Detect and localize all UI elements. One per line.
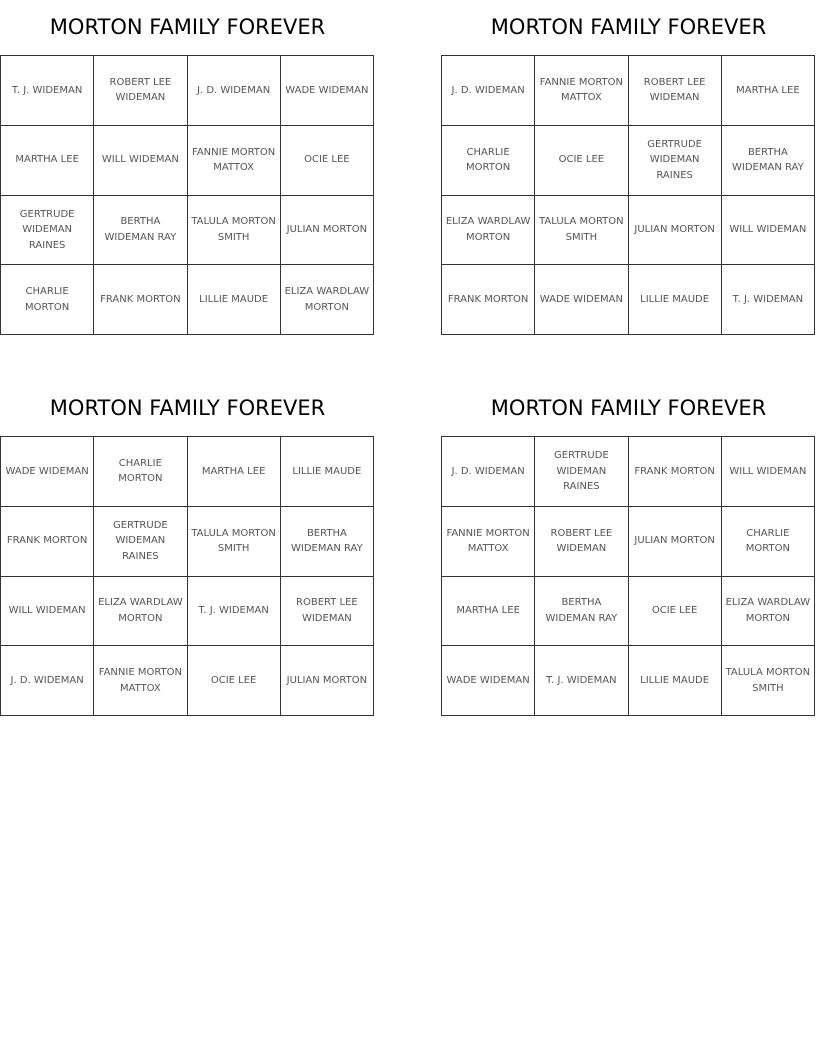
grid-cell: WADE WIDEMAN (1, 437, 94, 507)
card-title: MORTON FAMILY FOREVER (490, 396, 767, 420)
grid-cell: WILL WIDEMAN (94, 126, 187, 196)
grid-cell: GERTRUDE WIDEMAN RAINES (1, 196, 94, 266)
grid-cell: WADE WIDEMAN (535, 265, 628, 335)
grid-cell: FRANK MORTON (94, 265, 187, 335)
grid-cell: T. J. WIDEMAN (1, 56, 94, 126)
grid-cell: TALULA MORTON SMITH (188, 507, 281, 577)
grid-cell: GERTRUDE WIDEMAN RAINES (94, 507, 187, 577)
grid-cell: OCIE LEE (629, 577, 722, 647)
bingo-grid (0, 436, 374, 716)
grid-cell: LILLIE MAUDE (188, 265, 281, 335)
grid-cell: TALULA MORTON SMITH (188, 196, 281, 266)
grid-cell: JULIAN MORTON (629, 196, 722, 266)
grid-cell: BERTHA WIDEMAN RAY (281, 507, 374, 577)
grid-cell: T. J. WIDEMAN (188, 577, 281, 647)
bingo-grid (441, 436, 815, 716)
grid-cell: T. J. WIDEMAN (722, 265, 815, 335)
grid-cell: WILL WIDEMAN (722, 437, 815, 507)
card-title: MORTON FAMILY FOREVER (49, 15, 326, 39)
grid-cell: TALULA MORTON SMITH (535, 196, 628, 266)
grid-cell: BERTHA WIDEMAN RAY (94, 196, 187, 266)
grid-cell: ELIZA WARDLAW MORTON (722, 577, 815, 647)
grid-cell: J. D. WIDEMAN (442, 437, 535, 507)
grid-cell: BERTHA WIDEMAN RAY (722, 126, 815, 196)
grid-cell: FRANK MORTON (442, 265, 535, 335)
grid-cell: WADE WIDEMAN (281, 56, 374, 126)
grid-cell: ELIZA WARDLAW MORTON (281, 265, 374, 335)
grid-cell: GERTRUDE WIDEMAN RAINES (535, 437, 628, 507)
grid-cell: BERTHA WIDEMAN RAY (535, 577, 628, 647)
grid-cell: CHARLIE MORTON (442, 126, 535, 196)
grid-cell: ELIZA WARDLAW MORTON (442, 196, 535, 266)
grid-cell: CHARLIE MORTON (722, 507, 815, 577)
grid-cell: OCIE LEE (281, 126, 374, 196)
grid-cell: T. J. WIDEMAN (535, 646, 628, 716)
grid-cell: MARTHA LEE (1, 126, 94, 196)
card-title: MORTON FAMILY FOREVER (490, 15, 767, 39)
bingo-grid (441, 55, 815, 335)
grid-cell: WILL WIDEMAN (722, 196, 815, 266)
grid-cell: J. D. WIDEMAN (188, 56, 281, 126)
grid-cell: ROBERT LEE WIDEMAN (629, 56, 722, 126)
bingo-grid (0, 55, 374, 335)
grid-cell: ROBERT LEE WIDEMAN (535, 507, 628, 577)
grid-cell: OCIE LEE (535, 126, 628, 196)
grid-cell: OCIE LEE (188, 646, 281, 716)
grid-cell: TALULA MORTON SMITH (722, 646, 815, 716)
grid-cell: MARTHA LEE (188, 437, 281, 507)
grid-cell: CHARLIE MORTON (1, 265, 94, 335)
grid-cell: LILLIE MAUDE (629, 646, 722, 716)
grid-cell: WADE WIDEMAN (442, 646, 535, 716)
grid-cell: WILL WIDEMAN (1, 577, 94, 647)
grid-cell: FANNIE MORTON MATTOX (188, 126, 281, 196)
grid-cell: CHARLIE MORTON (94, 437, 187, 507)
grid-cell: FANNIE MORTON MATTOX (94, 646, 187, 716)
grid-cell: J. D. WIDEMAN (442, 56, 535, 126)
grid-cell: JULIAN MORTON (281, 196, 374, 266)
grid-cell: MARTHA LEE (722, 56, 815, 126)
grid-cell: ROBERT LEE WIDEMAN (94, 56, 187, 126)
grid-cell: ELIZA WARDLAW MORTON (94, 577, 187, 647)
grid-cell: FANNIE MORTON MATTOX (442, 507, 535, 577)
grid-cell: J. D. WIDEMAN (1, 646, 94, 716)
grid-cell: FRANK MORTON (629, 437, 722, 507)
grid-cell: JULIAN MORTON (629, 507, 722, 577)
grid-cell: FANNIE MORTON MATTOX (535, 56, 628, 126)
grid-cell: LILLIE MAUDE (281, 437, 374, 507)
grid-cell: ROBERT LEE WIDEMAN (281, 577, 374, 647)
grid-cell: JULIAN MORTON (281, 646, 374, 716)
card-title: MORTON FAMILY FOREVER (49, 396, 326, 420)
grid-cell: MARTHA LEE (442, 577, 535, 647)
grid-cell: LILLIE MAUDE (629, 265, 722, 335)
grid-cell: GERTRUDE WIDEMAN RAINES (629, 126, 722, 196)
grid-cell: FRANK MORTON (1, 507, 94, 577)
